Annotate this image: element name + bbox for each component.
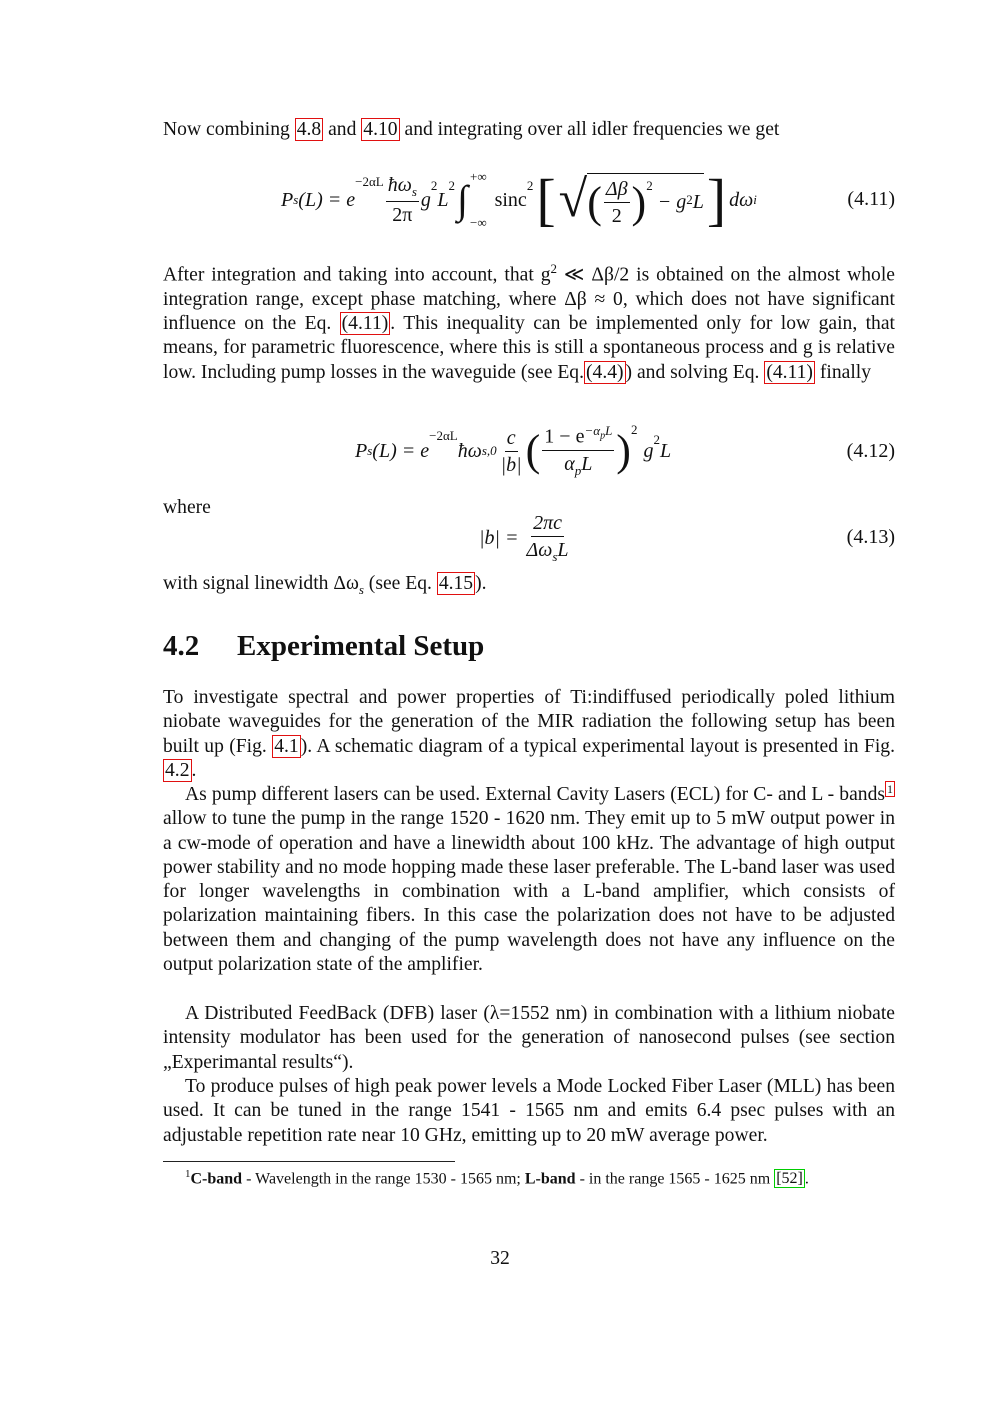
text: ). (475, 573, 487, 594)
math: s (367, 443, 373, 458)
text: allow to tune the pump in the range 1520 - 1620 nm. They emit up to 5 mW output power in a cw-mode of operation and have a linewidth about 100 kHz. The advantage of high output power stability and no mode hopping made these laser preferable. The L-band laser was used for longer wavelengths in combination with a L-band amplifier, which consists of polarization maintaining fibers. In this case the polarization does not have to be adjusted between them and changing of the pump wavelength does not have any influence on the output polarization state of the amplifier. (163, 808, 895, 976)
math (584, 423, 613, 442)
math: sinc (494, 188, 527, 211)
text: L-band (524, 1170, 576, 1188)
math: +∞ (469, 169, 487, 184)
text: C-band (190, 1170, 243, 1188)
integral-sign: ∫ (457, 177, 468, 222)
text: . (191, 759, 197, 781)
math: |b| (500, 453, 522, 476)
paragraph-linewidth (163, 572, 895, 602)
math: −α (584, 423, 601, 439)
paren: ( (525, 426, 541, 475)
left-bracket: [ (536, 167, 556, 232)
math: 2π (392, 204, 413, 227)
text: After integration and taking into account, that g (163, 264, 551, 286)
equation-4-12 (163, 418, 895, 484)
math: 2 (686, 192, 693, 207)
math: g (420, 188, 431, 211)
math: ħω (387, 173, 412, 196)
text: . (804, 1170, 809, 1188)
paren: ) (631, 177, 647, 227)
equation-4-13 (163, 510, 895, 566)
fig-ref-4-1[interactable]: 4.1 (274, 735, 299, 757)
equation-body (281, 160, 757, 240)
section-number: 4.2 (163, 630, 200, 662)
paragraph-integration (163, 257, 895, 385)
math: 2 (430, 178, 438, 193)
paragraph-dfb-laser: A Distributed FeedBack (DFB) laser (λ=1552 nm) in combination with a lithium niobate intensity modulator has been used for the generation of nanosecond pulses (see section „Experimantal results“). (163, 1003, 895, 1073)
fig-ref-4-2[interactable]: 4.2 (165, 759, 190, 781)
equation-4-11 (163, 160, 895, 240)
text: As pump different lasers can be used. External Cavity Lasers (ECL) for C- and L - bands (185, 784, 885, 805)
paren: ( (587, 177, 602, 227)
equation-body (355, 418, 671, 484)
paragraph-intro (163, 118, 895, 142)
math: dω (729, 188, 754, 211)
math: −2αL (355, 174, 384, 189)
math: s (552, 548, 558, 564)
text: and (323, 119, 362, 140)
eq-ref-4-15[interactable]: 4.15 (438, 573, 474, 594)
sqrt-body (587, 173, 704, 227)
math: −∞ (469, 215, 487, 230)
math: i (753, 192, 757, 207)
math: (L) = e (298, 188, 356, 211)
math: s (411, 183, 417, 199)
fraction (499, 427, 524, 476)
math: Δβ (604, 178, 630, 203)
math: 2πc (531, 512, 564, 537)
math: Δω (526, 538, 553, 561)
math: (L) = e (372, 439, 430, 462)
text: To investigate spectral and power properties of Ti:indiffused periodically poled lithium niobate waveguides for the generation of the MIR radiation the following setup has been built up (Fig. (163, 687, 895, 757)
section-title: Experimental Setup (237, 630, 485, 662)
text: and integrating over all idler frequencies we get (399, 119, 780, 140)
equation-number: (4.13) (846, 526, 895, 548)
math: L (581, 452, 593, 475)
footnote-ref-1[interactable]: 1 (887, 782, 893, 796)
text: ). A schematic diagram of a typical experimental layout is presented in Fig. (300, 735, 896, 757)
math: p (600, 430, 606, 442)
equation-number: (4.12) (846, 440, 895, 462)
math: L (557, 538, 569, 561)
text: ≪ Δβ/2 is obtained on the almost whole integration range, except phase matching, where Δβ ≈ 0, which does not have significant influence on the Eq. (163, 264, 895, 335)
text: with signal linewidth Δω (163, 573, 359, 594)
math: 2 (630, 422, 638, 437)
footnote-rule (163, 1161, 455, 1162)
text: (see Eq. (363, 573, 437, 594)
section-heading (163, 630, 484, 663)
eq-ref-4-11[interactable]: (4.11) (766, 361, 813, 383)
math: 2 (526, 178, 534, 193)
text: Now combining (163, 119, 295, 140)
math: 2 (646, 178, 653, 193)
equation-number: (4.11) (847, 188, 895, 210)
math: L (659, 439, 672, 462)
paragraph-pump-lasers (163, 783, 895, 977)
citation-52[interactable]: [52] (776, 1170, 803, 1188)
math: L (437, 188, 449, 211)
math: 2 (653, 432, 660, 447)
text: 2 (550, 261, 557, 276)
equation-body (479, 510, 573, 566)
fraction (386, 174, 419, 226)
footnote-mark: 1 (185, 1168, 191, 1180)
math: −2αL (429, 428, 458, 443)
integral-limits (470, 169, 487, 231)
eq-ref-4-11[interactable]: (4.11) (341, 313, 389, 335)
math: s,0 (481, 443, 497, 458)
eq-ref-4-10[interactable]: 4.10 (363, 119, 398, 140)
fraction (604, 178, 630, 227)
right-bracket: ] (706, 167, 727, 232)
math: P (281, 188, 294, 211)
text: - in the range 1565 - 1625 nm (575, 1170, 775, 1188)
math: p (574, 462, 582, 478)
eq-ref-4-4[interactable]: (4.4) (586, 361, 624, 383)
math: 2 (448, 178, 456, 193)
fraction (525, 512, 571, 564)
sqrt-sign: √ (558, 171, 588, 228)
paragraph-setup-intro (163, 686, 895, 783)
math: ħω (457, 439, 482, 462)
paren: ) (616, 426, 631, 475)
math: |b| = (479, 526, 519, 549)
text: - Wavelength in the range 1530 - 1565 nm; (242, 1170, 525, 1188)
math: − g (652, 191, 687, 213)
eq-ref-4-8[interactable]: 4.8 (296, 119, 322, 140)
page-number: 32 (490, 1248, 510, 1269)
math: 2 (611, 205, 622, 227)
math: L (692, 191, 704, 213)
math: 1 − e (544, 425, 585, 448)
paragraph-mll-laser: To produce pulses of high peak power levels a Mode Locked Fiber Laser (MLL) has been used. It can be tuned in the range 1541 - 1565 nm and emits 6.4 psec pulses with an adjustable repetition rate near 10 GHz, emitting up to 20 mW average power. (163, 1076, 895, 1146)
where-text: where (163, 497, 211, 518)
text: s (358, 581, 364, 597)
math: s (293, 192, 299, 207)
fraction (542, 424, 614, 478)
math: g (643, 439, 654, 462)
footnote (185, 1164, 897, 1189)
math: α (564, 452, 575, 475)
text: . This inequality can be implemented only for low gain, that means, for parametric fluorescence, where this is still a spontaneous process and g is relative low. Including pump losses in the waveguide (see Eq. (163, 313, 895, 383)
math: c (505, 427, 518, 452)
math: P (355, 439, 368, 462)
math: L (605, 423, 613, 439)
text: finally (814, 361, 871, 383)
text: ) and solving Eq. (625, 361, 765, 383)
